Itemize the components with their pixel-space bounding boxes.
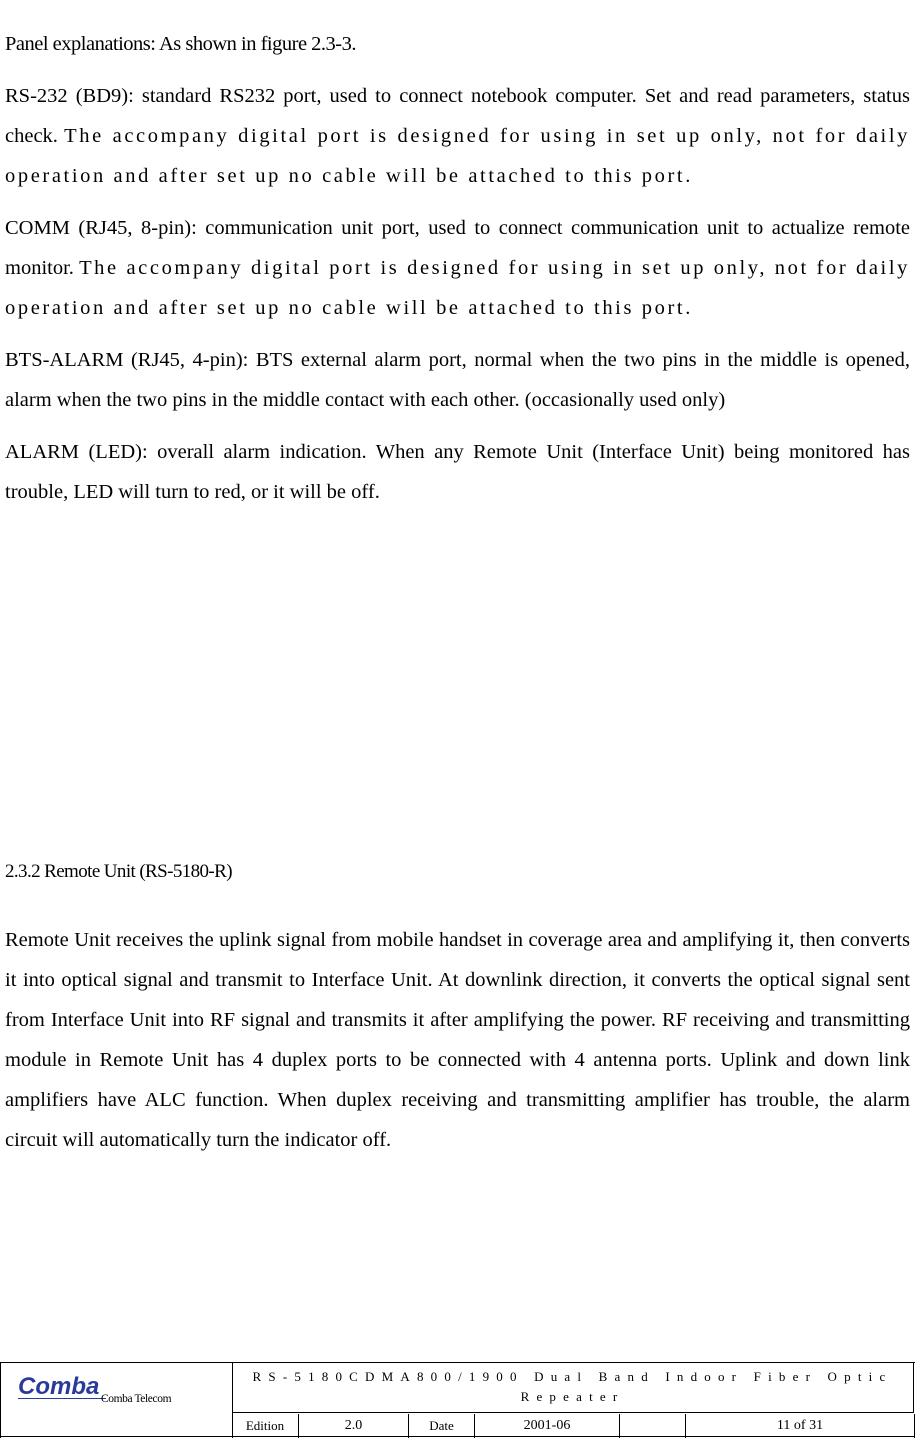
rs232-note: The accompany digital port is designed for using in set up only, not for daily operation and after set up no cable will be attached to this port. bbox=[5, 125, 910, 187]
comm-paragraph bbox=[5, 208, 910, 328]
comba-logo: Comba bbox=[18, 1375, 106, 1399]
remote-unit-paragraph: Remote Unit receives the uplink signal from mobile handset in coverage area and amplifying it, then converts it into optical signal and transmit to Interface Unit. At downlink direction, it converts the optical signal sent from Interface Unit into RF signal and transmits it after amplifying the power. RF receiving and transmitting module in Remote Unit has 4 duplex ports to be connected with 4 antenna ports. Uplink and down link amplifiers have ALC function. When duplex receiving and transmitting amplifier has trouble, the alarm circuit will automatically turn the indicator off. bbox=[5, 929, 910, 1151]
rs232-paragraph bbox=[5, 76, 910, 196]
logo-cell bbox=[0, 1363, 233, 1438]
rs232-description: RS-232 (BD9): standard RS232 port, used to connect notebook computer. Set and read parameters, status check. bbox=[5, 85, 910, 147]
section-body-wrapper bbox=[5, 920, 910, 1160]
page-number: 11 of 31 bbox=[686, 1414, 915, 1438]
bts-alarm-paragraph: BTS-ALARM (RJ45, 4-pin): BTS external alarm port, normal when the two pins in the middle is opened, alarm when the two pins in the middle contact with each other. (occasionally used only) bbox=[5, 349, 910, 411]
comm-note: The accompany digital port is designed for using in set up only, not for daily operation and after set up no cable will be attached to this port. bbox=[5, 257, 910, 319]
panel-explanations-paragraph: Panel explanations: As shown in figure 2.3-3. bbox=[5, 33, 357, 55]
document-title: RS-5180CDMA800/1900 Dual Band Indoor Fiber Optic Repeater bbox=[232, 1363, 914, 1413]
edition-value: 2.0 bbox=[299, 1414, 409, 1438]
empty-cell bbox=[620, 1414, 686, 1438]
page-footer bbox=[0, 1362, 915, 1438]
edition-label: Edition bbox=[232, 1414, 299, 1438]
date-value: 2001-06 bbox=[475, 1414, 620, 1438]
comm-description: COMM (RJ45, 8-pin): communication unit port, used to connect communication unit to actualize remote monitor. bbox=[5, 217, 910, 279]
alarm-led-paragraph: ALARM (LED): overall alarm indication. When any Remote Unit (Interface Unit) being monitored has trouble, LED will turn to red, or it will be off. bbox=[5, 441, 910, 503]
page-content bbox=[5, 24, 910, 512]
section-heading: 2.3.2 Remote Unit (RS-5180-R) bbox=[5, 861, 232, 882]
company-name: Comba Telecom bbox=[101, 1393, 172, 1405]
date-label: Date bbox=[409, 1414, 475, 1438]
